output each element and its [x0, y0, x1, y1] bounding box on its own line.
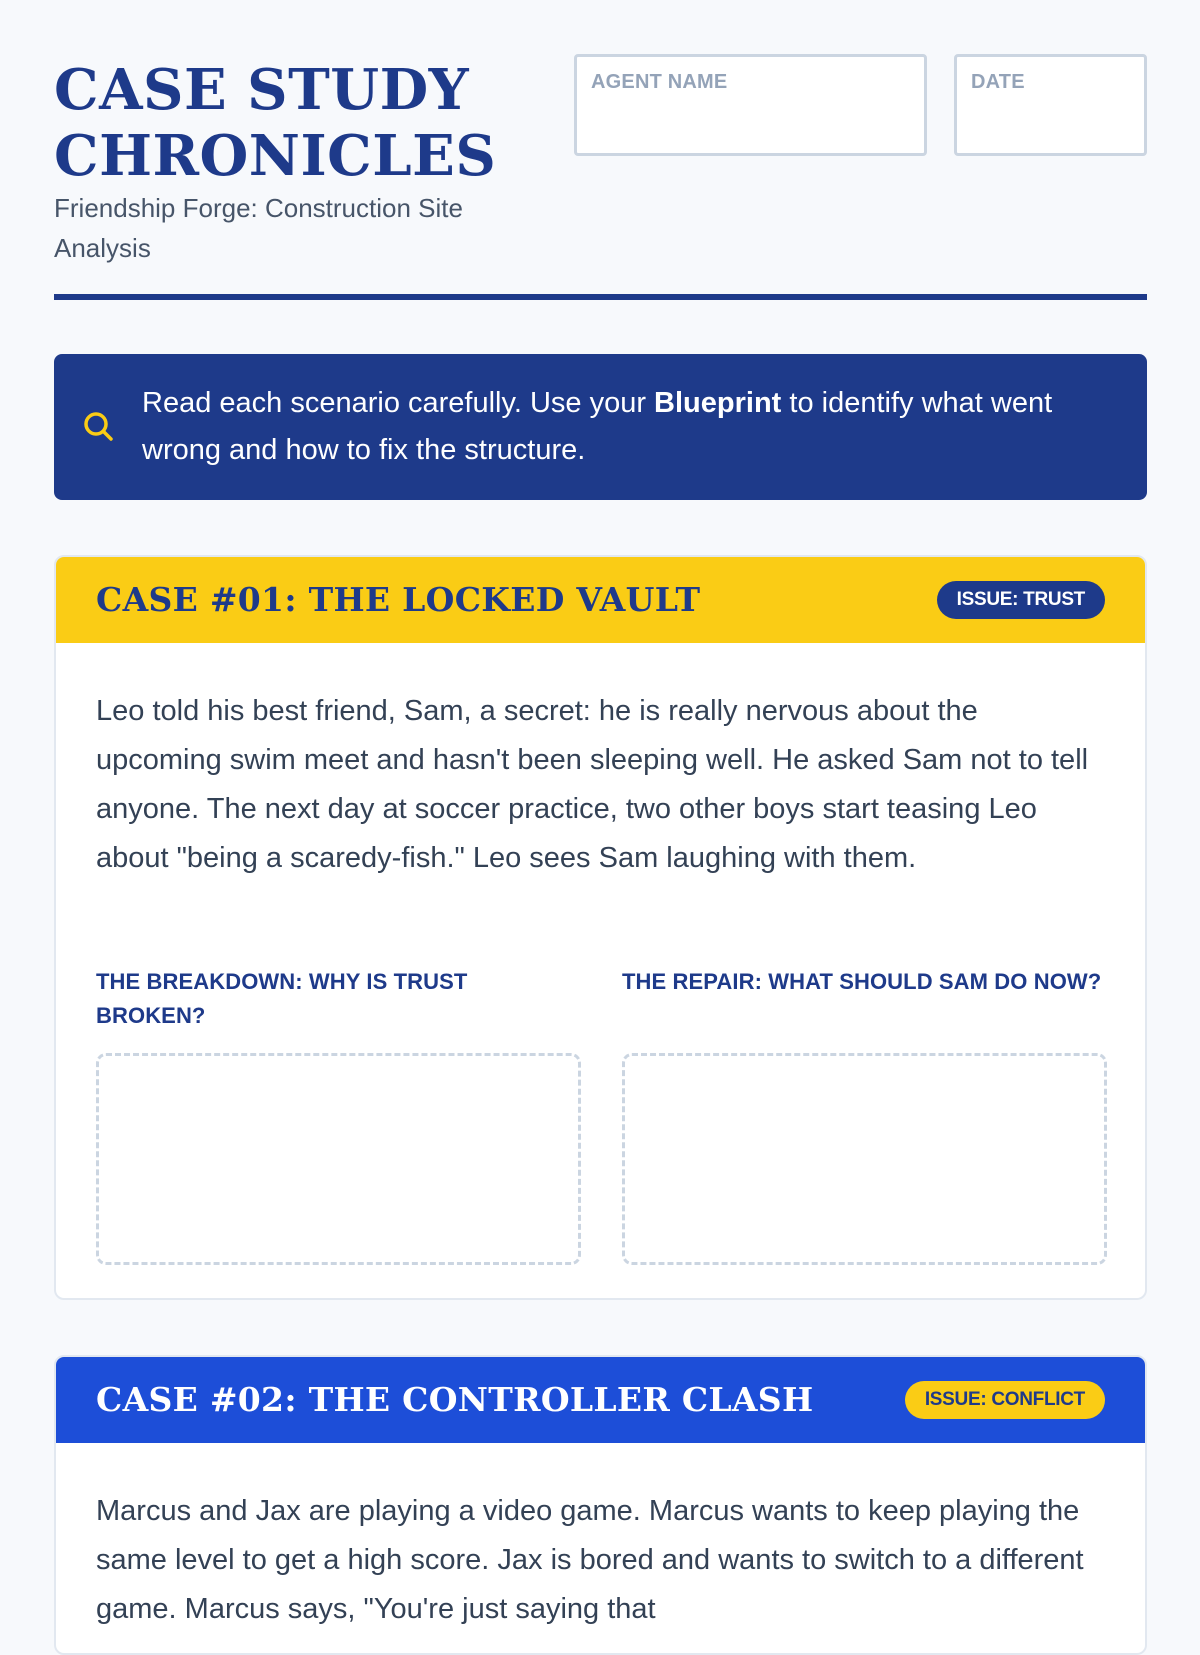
instruction-text-before: Read each scenario carefully. Use your: [142, 387, 655, 419]
page-title: [54, 57, 554, 189]
instruction-banner: [54, 354, 1147, 500]
title-line-2: CHRONICLES: [54, 123, 497, 189]
repair-label: THE REPAIR: WHAT SHOULD SAM DO NOW?: [622, 969, 1102, 994]
case-scenario: Leo told his best friend, Sam, a secret: he is really nervous about the upcoming swim meet and hasn't been sleeping well. He asked Sam not to tell anyone. The next day at soccer practice, two other boys start teasing Leo about "being a scaredy-fish." Leo sees Sam laughing with them.: [96, 695, 1089, 874]
breakdown-answer-box[interactable]: [96, 1053, 581, 1265]
instruction-text-after: to identify what went wrong and how to fix the structure.: [142, 387, 1053, 466]
case-header: [56, 557, 1145, 643]
header-divider: [54, 294, 1147, 300]
page-subtitle: Friendship Forge: Construction Site Analysis: [54, 193, 463, 263]
agent-name-field[interactable]: [574, 54, 927, 156]
breakdown-label: THE BREAKDOWN: WHY IS TRUST BROKEN?: [96, 969, 468, 1028]
search-icon: [82, 410, 116, 444]
case-card: [54, 555, 1147, 1300]
title-line-1: CASE STUDY: [54, 57, 470, 123]
case-scenario: Marcus and Jax are playing a video game. Marcus wants to keep playing the same level to get a high score. Jax is bored and wants to switch to a different game. Marcus says, "You're just saying that: [96, 1495, 1084, 1625]
case-title: CASE #02: THE CONTROLLER CLASH: [96, 1380, 814, 1419]
case-title: CASE #01: THE LOCKED VAULT: [96, 580, 701, 619]
issue-badge: ISSUE: CONFLICT: [905, 1381, 1105, 1419]
issue-badge: ISSUE: TRUST: [937, 581, 1105, 619]
date-label: DATE: [971, 71, 1025, 93]
case-card: [54, 1355, 1147, 1655]
repair-column: [622, 965, 1107, 1265]
repair-answer-box[interactable]: [622, 1053, 1107, 1265]
worksheet-header: [54, 0, 1147, 302]
instruction-text: [142, 380, 1102, 474]
agent-name-label: AGENT NAME: [591, 71, 728, 93]
worksheet-page: [54, 0, 1147, 1625]
date-field[interactable]: [954, 54, 1147, 156]
case-header: [56, 1357, 1145, 1443]
instruction-text-bold: Blueprint: [654, 387, 782, 419]
breakdown-column: [96, 965, 581, 1265]
